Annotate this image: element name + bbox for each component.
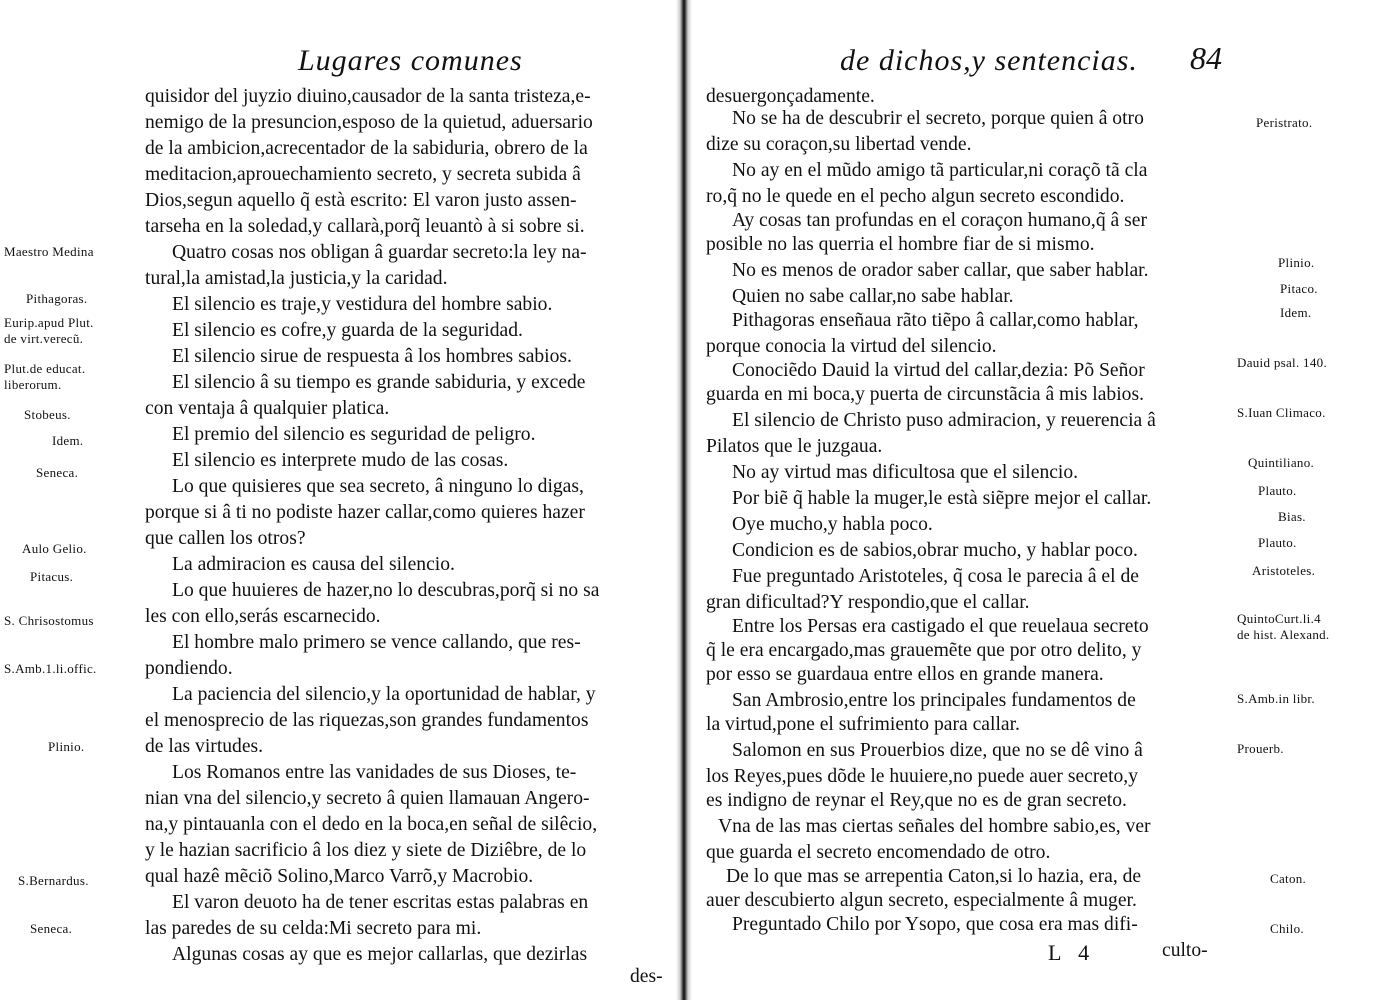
margin-note: Caton.: [1270, 871, 1307, 886]
text-line: El silencio â su tiempo es grande sabiduria, y excede: [172, 372, 586, 393]
margin-note: Eurip.apud Plut.: [4, 315, 94, 330]
text-line: el menosprecio de las riquezas,son grandes fundamentos: [145, 710, 589, 731]
text-line: de la ambicion,acrecentador de la sabiduria, obrero de la: [145, 138, 588, 159]
text-line: No se ha de descubrir el secreto, porque quien â otro: [732, 108, 1144, 129]
text-line: San Ambrosio,entre los principales fundamentos de: [732, 690, 1136, 711]
text-line: que callen los otros?: [145, 528, 306, 549]
text-line: es indigno de reynar el Rey,que no es de gran secreto.: [706, 790, 1127, 811]
text-line: Por biẽ q̃ hable la muger,le està siẽpre mejor el callar.: [732, 488, 1152, 509]
text-line: Lo que quisieres que sea secreto, â ninguno lo digas,: [172, 476, 584, 497]
margin-note: S.Iuan Climaco.: [1237, 405, 1326, 420]
margin-note: Stobeus.: [24, 407, 71, 422]
margin-note: Plauto.: [1258, 483, 1297, 498]
text-line: Vna de las mas ciertas señales del hombre sabio,es, ver: [718, 816, 1151, 837]
text-line: Dios,segun aquello q̃ està escrito: El varon justo assen-: [145, 190, 577, 211]
margin-note: S.Amb.in libr.: [1237, 691, 1315, 706]
margin-note: S.Bernardus.: [18, 873, 89, 888]
margin-note: QuintoCurt.li.4: [1237, 611, 1321, 626]
margin-note: Aulo Gelio.: [22, 541, 87, 556]
text-line: les con ello,serás escarnecido.: [145, 606, 381, 627]
right-page: [692, 0, 1377, 1000]
text-line: El silencio de Christo puso admiracion, y reuerencia â: [732, 410, 1156, 431]
text-line: Fue preguntado Aristoteles, q̃ cosa le parecia â el de: [732, 566, 1139, 587]
text-line: Conociẽdo Dauid la virtud del callar,dezia: Põ Señor: [732, 360, 1145, 381]
text-line: por esso se guardaua entre ellos en grande manera.: [706, 664, 1104, 685]
text-line: na,y pintauanla con el dedo en la boca,en señal de silêcio,: [145, 814, 598, 835]
text-line: posible no las querria el hombre fiar de si mismo.: [706, 234, 1095, 255]
text-line: y le hazian sacrificio â los diez y siete de Diziêbre, de lo: [145, 840, 587, 861]
text-line: La admiracion es causa del silencio.: [172, 554, 455, 575]
text-line: los Reyes,pues dõde le huuiere,no puede auer secreto,y: [706, 766, 1139, 787]
text-line: porque si â ti no podiste hazer callar,como quieres hazer: [145, 502, 585, 523]
text-line: quisidor del juyzio diuino,causador de la santa tristeza,e-: [145, 86, 591, 107]
margin-note: Seneca.: [30, 921, 73, 936]
text-line: Quien no sabe callar,no sabe hablar.: [732, 286, 1014, 307]
text-line: Ay cosas tan profundas en el coraçon humano,q̃ â ser: [732, 210, 1147, 231]
margin-note: Plut.de educat.: [4, 361, 86, 376]
right-running-header: de dichos,y sentencias.: [840, 44, 1138, 77]
margin-note: Chilo.: [1270, 921, 1304, 936]
text-line: La paciencia del silencio,y la oportunidad de hablar, y: [172, 684, 596, 705]
margin-note: Pitaco.: [1280, 281, 1318, 296]
text-line: Condicion es de sabios,obrar mucho, y hablar poco.: [732, 540, 1138, 561]
text-line: Los Romanos entre las vanidades de sus Dioses, te-: [172, 762, 577, 783]
text-line: q̃ le era encargado,mas grauemẽte que por otro delito, y: [706, 640, 1142, 661]
text-line: No es menos de orador saber callar, que saber hablar.: [732, 260, 1149, 281]
text-line: con ventaja â qualquier platica.: [145, 398, 390, 419]
margin-note: S. Chrisostomus: [4, 613, 94, 628]
margin-note: Maestro Medina: [4, 244, 94, 259]
text-line: que guarda el secreto encomendado de otro.: [706, 842, 1051, 863]
catchword: des-: [630, 966, 663, 987]
text-line: No ay en el mũdo amigo tã particular,ni coraçõ tã cla: [732, 160, 1148, 181]
text-line: De lo que mas se arrepentia Caton,si lo hazia, era, de: [726, 866, 1142, 887]
text-line: nemigo de la presuncion,esposo de la quietud, aduersario: [145, 112, 593, 133]
folio-number: 84: [1190, 40, 1222, 76]
book-gutter: [676, 0, 692, 1000]
text-line: guarda en mi boca,y puerta de circunstãcia â mis labios.: [706, 384, 1144, 405]
text-line: El silencio es traje,y vestidura del hombre sabio.: [172, 294, 553, 315]
text-line: El premio del silencio es seguridad de peligro.: [172, 424, 536, 445]
margin-note: Pithagoras.: [26, 291, 88, 306]
margin-note: Aristoteles.: [1252, 563, 1316, 578]
text-line: El hombre malo primero se vence callando, que res-: [172, 632, 581, 653]
text-line: auer descubierto algun secreto, especialmente â muger.: [706, 890, 1137, 911]
text-line: nian vna del silencio,y secreto â quien llamauan Angero-: [145, 788, 590, 809]
left-page: [0, 0, 676, 1000]
text-line: Lo que huuieres de hazer,no lo descubras,porq̃ si no sa: [172, 580, 600, 601]
margin-note: Quintiliano.: [1248, 455, 1315, 470]
text-line: gran dificultad?Y respondio,que el callar.: [706, 592, 1030, 613]
margin-note: Pitacus.: [30, 569, 74, 584]
text-line: qual hazê mẽciõ Solino,Marco Varrõ,y Macrobio.: [145, 866, 534, 887]
margin-note: Plinio.: [1278, 255, 1315, 270]
text-line: dize su coraçon,su libertad vende.: [706, 134, 972, 155]
catchword: culto-: [1162, 940, 1208, 961]
margin-note: de hist. Alexand.: [1237, 627, 1330, 642]
margin-note: Bias.: [1278, 509, 1306, 524]
margin-note: Plinio.: [48, 739, 85, 754]
text-line: Preguntado Chilo por Ysopo, que cosa era mas difi-: [732, 914, 1138, 935]
margin-note: liberorum.: [4, 377, 62, 392]
text-line: Salomon en sus Prouerbios dize, que no se dê vino â: [732, 740, 1143, 761]
text-line: las paredes de su celda:Mi secreto para mi.: [145, 918, 482, 939]
margin-note: Idem.: [1280, 305, 1312, 320]
text-line: Pithagoras enseñaua rãto tiẽpo â callar,como hablar,: [732, 310, 1139, 331]
text-line: El silencio es cofre,y guarda de la seguridad.: [172, 320, 523, 341]
text-line: desuergonçadamente.: [706, 86, 875, 107]
text-line: No ay virtud mas dificultosa que el silencio.: [732, 462, 1079, 483]
left-running-header: Lugares comunes: [298, 44, 523, 77]
margin-note: de virt.verecũ.: [4, 331, 84, 346]
text-line: de las virtudes.: [145, 736, 264, 757]
text-line: la virtud,pone el sufrimiento para callar.: [706, 714, 1020, 735]
text-line: Entre los Persas era castigado el que reuelaua secreto: [732, 616, 1149, 637]
margin-note: Peristrato.: [1256, 115, 1313, 130]
signature-mark: L 4: [1048, 940, 1096, 965]
text-line: pondiendo.: [145, 658, 233, 679]
margin-note: Plauto.: [1258, 535, 1297, 550]
text-line: Algunas cosas ay que es mejor callarlas, que dezirlas: [172, 944, 588, 965]
margin-note: Prouerb.: [1237, 741, 1284, 756]
margin-note: Dauid psal. 140.: [1237, 355, 1328, 370]
margin-note: S.Amb.1.li.offic.: [4, 661, 97, 676]
text-line: El varon deuoto ha de tener escritas estas palabras en: [172, 892, 589, 913]
text-line: ro,q̃ no le quede en el pecho algun secreto escondido.: [706, 186, 1125, 207]
text-line: Oye mucho,y habla poco.: [732, 514, 933, 535]
text-line: meditacion,aprouechamiento secreto, y secreta subida â: [145, 164, 581, 185]
text-line: El silencio sirue de respuesta â los hombres sabios.: [172, 346, 572, 367]
text-line: tural,la amistad,la justicia,y la caridad.: [145, 268, 448, 289]
margin-note: Seneca.: [36, 465, 79, 480]
text-line: El silencio es interprete mudo de las cosas.: [172, 450, 509, 471]
text-line: porque conocia la virtud del silencio.: [706, 336, 997, 357]
text-line: tarseha en la soledad,y callarà,porq̃ leuantò à si sobre si.: [145, 216, 585, 237]
text-line: Quatro cosas nos obligan â guardar secreto:la ley na-: [172, 242, 587, 263]
text-line: Pilatos que le juzgaua.: [706, 436, 883, 457]
margin-note: Idem.: [52, 433, 84, 448]
